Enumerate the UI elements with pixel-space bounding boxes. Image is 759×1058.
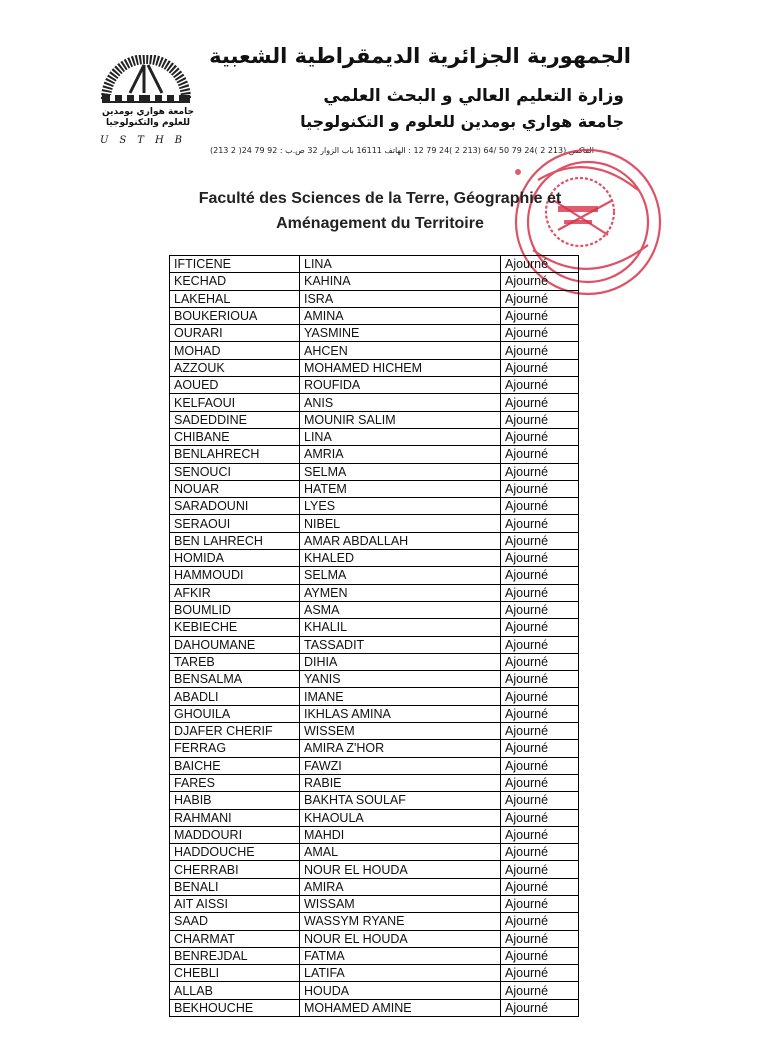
- table-row: [170, 307, 579, 324]
- logo-initials: USTHB: [100, 135, 194, 146]
- last-name-cell: MOHAD: [170, 342, 300, 359]
- first-name-cell: AMIRA Z'HOR: [300, 740, 501, 757]
- table-row: [170, 342, 579, 359]
- last-name-cell: FARES: [170, 774, 300, 791]
- last-name-cell: BEN LAHRECH: [170, 532, 300, 549]
- first-name-cell: YANIS: [300, 671, 501, 688]
- status-cell: Ajourné: [501, 446, 579, 463]
- table-row: [170, 999, 579, 1016]
- status-cell: Ajourné: [501, 895, 579, 912]
- status-cell: Ajourné: [501, 307, 579, 324]
- table-row: [170, 567, 579, 584]
- last-name-cell: KECHAD: [170, 273, 300, 290]
- status-cell: Ajourné: [501, 480, 579, 497]
- table-row: [170, 256, 579, 273]
- table-row: [170, 878, 579, 895]
- last-name-cell: DJAFER CHERIF: [170, 723, 300, 740]
- status-cell: Ajourné: [501, 930, 579, 947]
- table-row: [170, 394, 579, 411]
- last-name-cell: SARADOUNI: [170, 498, 300, 515]
- first-name-cell: WISSAM: [300, 895, 501, 912]
- university-title: جامعة هواري بومدين للعلوم و التكنولوجيا: [300, 112, 624, 131]
- status-cell: Ajourné: [501, 428, 579, 445]
- status-cell: Ajourné: [501, 861, 579, 878]
- last-name-cell: TAREB: [170, 653, 300, 670]
- first-name-cell: IKHLAS AMINA: [300, 705, 501, 722]
- students-table: [169, 255, 579, 1017]
- table-row: [170, 515, 579, 532]
- status-cell: Ajourné: [501, 463, 579, 480]
- first-name-cell: ROUFIDA: [300, 377, 501, 394]
- first-name-cell: AMINA: [300, 307, 501, 324]
- status-cell: Ajourné: [501, 723, 579, 740]
- last-name-cell: ALLAB: [170, 982, 300, 999]
- last-name-cell: FERRAG: [170, 740, 300, 757]
- first-name-cell: AMAL: [300, 844, 501, 861]
- table-row: [170, 757, 579, 774]
- status-cell: Ajourné: [501, 671, 579, 688]
- first-name-cell: MOHAMED AMINE: [300, 999, 501, 1016]
- table-row: [170, 377, 579, 394]
- first-name-cell: NOUR EL HOUDA: [300, 861, 501, 878]
- first-name-cell: WASSYM RYANE: [300, 913, 501, 930]
- table-row: [170, 671, 579, 688]
- table-row: [170, 792, 579, 809]
- status-cell: Ajourné: [501, 636, 579, 653]
- status-cell: Ajourné: [501, 273, 579, 290]
- table-row: [170, 774, 579, 791]
- last-name-cell: BENREJDAL: [170, 947, 300, 964]
- status-cell: Ajourné: [501, 619, 579, 636]
- first-name-cell: WISSEM: [300, 723, 501, 740]
- status-cell: Ajourné: [501, 999, 579, 1016]
- table-row: [170, 895, 579, 912]
- table-row: [170, 325, 579, 342]
- status-cell: Ajourné: [501, 757, 579, 774]
- faculty-title-line-2: Aménagement du Territoire: [276, 215, 484, 232]
- table-row: [170, 359, 579, 376]
- first-name-cell: LATIFA: [300, 965, 501, 982]
- last-name-cell: AZZOUK: [170, 359, 300, 376]
- table-row: [170, 965, 579, 982]
- last-name-cell: CHEBLI: [170, 965, 300, 982]
- first-name-cell: AMRIA: [300, 446, 501, 463]
- first-name-cell: MAHDI: [300, 826, 501, 843]
- table-row: [170, 653, 579, 670]
- last-name-cell: RAHMANI: [170, 809, 300, 826]
- status-cell: Ajourné: [501, 792, 579, 809]
- status-cell: Ajourné: [501, 498, 579, 515]
- last-name-cell: BENALI: [170, 878, 300, 895]
- last-name-cell: HOMIDA: [170, 550, 300, 567]
- table-row: [170, 480, 579, 497]
- table-row: [170, 844, 579, 861]
- last-name-cell: KEBIECHE: [170, 619, 300, 636]
- faculty-title-line-1: Faculté des Sciences de la Terre, Géographie et: [198, 190, 562, 207]
- republic-title: الجمهورية الجزائرية الديمقراطية الشعبية: [209, 44, 631, 68]
- first-name-cell: ISRA: [300, 290, 501, 307]
- first-name-cell: LYES: [300, 498, 501, 515]
- status-cell: Ajourné: [501, 982, 579, 999]
- first-name-cell: MOUNIR SALIM: [300, 411, 501, 428]
- status-cell: Ajourné: [501, 705, 579, 722]
- last-name-cell: BENLAHRECH: [170, 446, 300, 463]
- first-name-cell: HATEM: [300, 480, 501, 497]
- table-row: [170, 740, 579, 757]
- first-name-cell: ASMA: [300, 601, 501, 618]
- status-cell: Ajourné: [501, 809, 579, 826]
- last-name-cell: CHERRABI: [170, 861, 300, 878]
- status-cell: Ajourné: [501, 844, 579, 861]
- table-row: [170, 273, 579, 290]
- last-name-cell: AIT AISSI: [170, 895, 300, 912]
- last-name-cell: DAHOUMANE: [170, 636, 300, 653]
- status-cell: Ajourné: [501, 567, 579, 584]
- table-row: [170, 446, 579, 463]
- status-cell: Ajourné: [501, 826, 579, 843]
- last-name-cell: NOUAR: [170, 480, 300, 497]
- status-cell: Ajourné: [501, 740, 579, 757]
- last-name-cell: HABIB: [170, 792, 300, 809]
- contact-address: (213 2 )24 79 92 : ﺍﻟﻔﺎﻛﺲ (213 2 )24 79 50 /64 (213 2 )24 79 12 : ﺍﻟﻬﺎﺗﻒ 16111 ﺑﺎﺏ ﺍﻟﺰﻭﺍﺭ 32 ﺹ.ﺏ: [210, 146, 594, 155]
- table-row: [170, 428, 579, 445]
- university-logo: [98, 55, 198, 155]
- table-row: [170, 723, 579, 740]
- last-name-cell: OURARI: [170, 325, 300, 342]
- first-name-cell: NOUR EL HOUDA: [300, 930, 501, 947]
- first-name-cell: BAKHTA SOULAF: [300, 792, 501, 809]
- first-name-cell: KHALED: [300, 550, 501, 567]
- last-name-cell: BENSALMA: [170, 671, 300, 688]
- status-cell: Ajourné: [501, 774, 579, 791]
- first-name-cell: AMIRA: [300, 878, 501, 895]
- status-cell: Ajourné: [501, 878, 579, 895]
- first-name-cell: RABIE: [300, 774, 501, 791]
- status-cell: Ajourné: [501, 325, 579, 342]
- status-cell: Ajourné: [501, 394, 579, 411]
- table-row: [170, 982, 579, 999]
- last-name-cell: AOUED: [170, 377, 300, 394]
- last-name-cell: CHIBANE: [170, 428, 300, 445]
- last-name-cell: SENOUCI: [170, 463, 300, 480]
- first-name-cell: LINA: [300, 428, 501, 445]
- status-cell: Ajourné: [501, 290, 579, 307]
- table-row: [170, 532, 579, 549]
- last-name-cell: GHOUILA: [170, 705, 300, 722]
- last-name-cell: KELFAOUI: [170, 394, 300, 411]
- table-row: [170, 619, 579, 636]
- last-name-cell: HADDOUCHE: [170, 844, 300, 861]
- status-cell: Ajourné: [501, 515, 579, 532]
- last-name-cell: HAMMOUDI: [170, 567, 300, 584]
- status-cell: Ajourné: [501, 584, 579, 601]
- status-cell: Ajourné: [501, 688, 579, 705]
- last-name-cell: SAAD: [170, 913, 300, 930]
- first-name-cell: FAWZI: [300, 757, 501, 774]
- last-name-cell: IFTICENE: [170, 256, 300, 273]
- last-name-cell: SADEDDINE: [170, 411, 300, 428]
- first-name-cell: KHALIL: [300, 619, 501, 636]
- table-row: [170, 826, 579, 843]
- status-cell: Ajourné: [501, 377, 579, 394]
- status-cell: Ajourné: [501, 601, 579, 618]
- ministry-title: وزارة التعليم العالي و البحث العلمي: [323, 86, 624, 106]
- first-name-cell: AMAR ABDALLAH: [300, 532, 501, 549]
- first-name-cell: IMANE: [300, 688, 501, 705]
- status-cell: Ajourné: [501, 342, 579, 359]
- table-row: [170, 688, 579, 705]
- first-name-cell: YASMINE: [300, 325, 501, 342]
- table-row: [170, 290, 579, 307]
- table-row: [170, 411, 579, 428]
- first-name-cell: SELMA: [300, 567, 501, 584]
- status-cell: Ajourné: [501, 411, 579, 428]
- last-name-cell: AFKIR: [170, 584, 300, 601]
- first-name-cell: FATMA: [300, 947, 501, 964]
- table-row: [170, 463, 579, 480]
- last-name-cell: MADDOURI: [170, 826, 300, 843]
- status-cell: Ajourné: [501, 913, 579, 930]
- table-row: [170, 601, 579, 618]
- first-name-cell: HOUDA: [300, 982, 501, 999]
- last-name-cell: CHARMAT: [170, 930, 300, 947]
- last-name-cell: SERAOUI: [170, 515, 300, 532]
- table-row: [170, 636, 579, 653]
- table-row: [170, 809, 579, 826]
- status-cell: Ajourné: [501, 256, 579, 273]
- last-name-cell: BOUKERIOUA: [170, 307, 300, 324]
- first-name-cell: KHAOULA: [300, 809, 501, 826]
- logo-arabic-name: جامعة هواري بومدين للعلوم والتكنولوجيا: [102, 107, 194, 128]
- last-name-cell: ABADLI: [170, 688, 300, 705]
- table-row: [170, 947, 579, 964]
- table-row: [170, 930, 579, 947]
- status-cell: Ajourné: [501, 359, 579, 376]
- first-name-cell: DIHIA: [300, 653, 501, 670]
- first-name-cell: ANIS: [300, 394, 501, 411]
- status-cell: Ajourné: [501, 653, 579, 670]
- table-row: [170, 584, 579, 601]
- first-name-cell: KAHINA: [300, 273, 501, 290]
- last-name-cell: BEKHOUCHE: [170, 999, 300, 1016]
- first-name-cell: TASSADIT: [300, 636, 501, 653]
- table-row: [170, 705, 579, 722]
- first-name-cell: LINA: [300, 256, 501, 273]
- table-row: [170, 913, 579, 930]
- faculty-title: [160, 186, 600, 236]
- usthb-emblem-icon: [100, 55, 192, 103]
- status-cell: Ajourné: [501, 965, 579, 982]
- table-row: [170, 861, 579, 878]
- status-cell: Ajourné: [501, 532, 579, 549]
- table-row: [170, 498, 579, 515]
- last-name-cell: LAKEHAL: [170, 290, 300, 307]
- last-name-cell: BAICHE: [170, 757, 300, 774]
- table-row: [170, 550, 579, 567]
- first-name-cell: AYMEN: [300, 584, 501, 601]
- status-cell: Ajourné: [501, 550, 579, 567]
- status-cell: Ajourné: [501, 947, 579, 964]
- first-name-cell: NIBEL: [300, 515, 501, 532]
- first-name-cell: MOHAMED HICHEM: [300, 359, 501, 376]
- first-name-cell: AHCEN: [300, 342, 501, 359]
- last-name-cell: BOUMLID: [170, 601, 300, 618]
- first-name-cell: SELMA: [300, 463, 501, 480]
